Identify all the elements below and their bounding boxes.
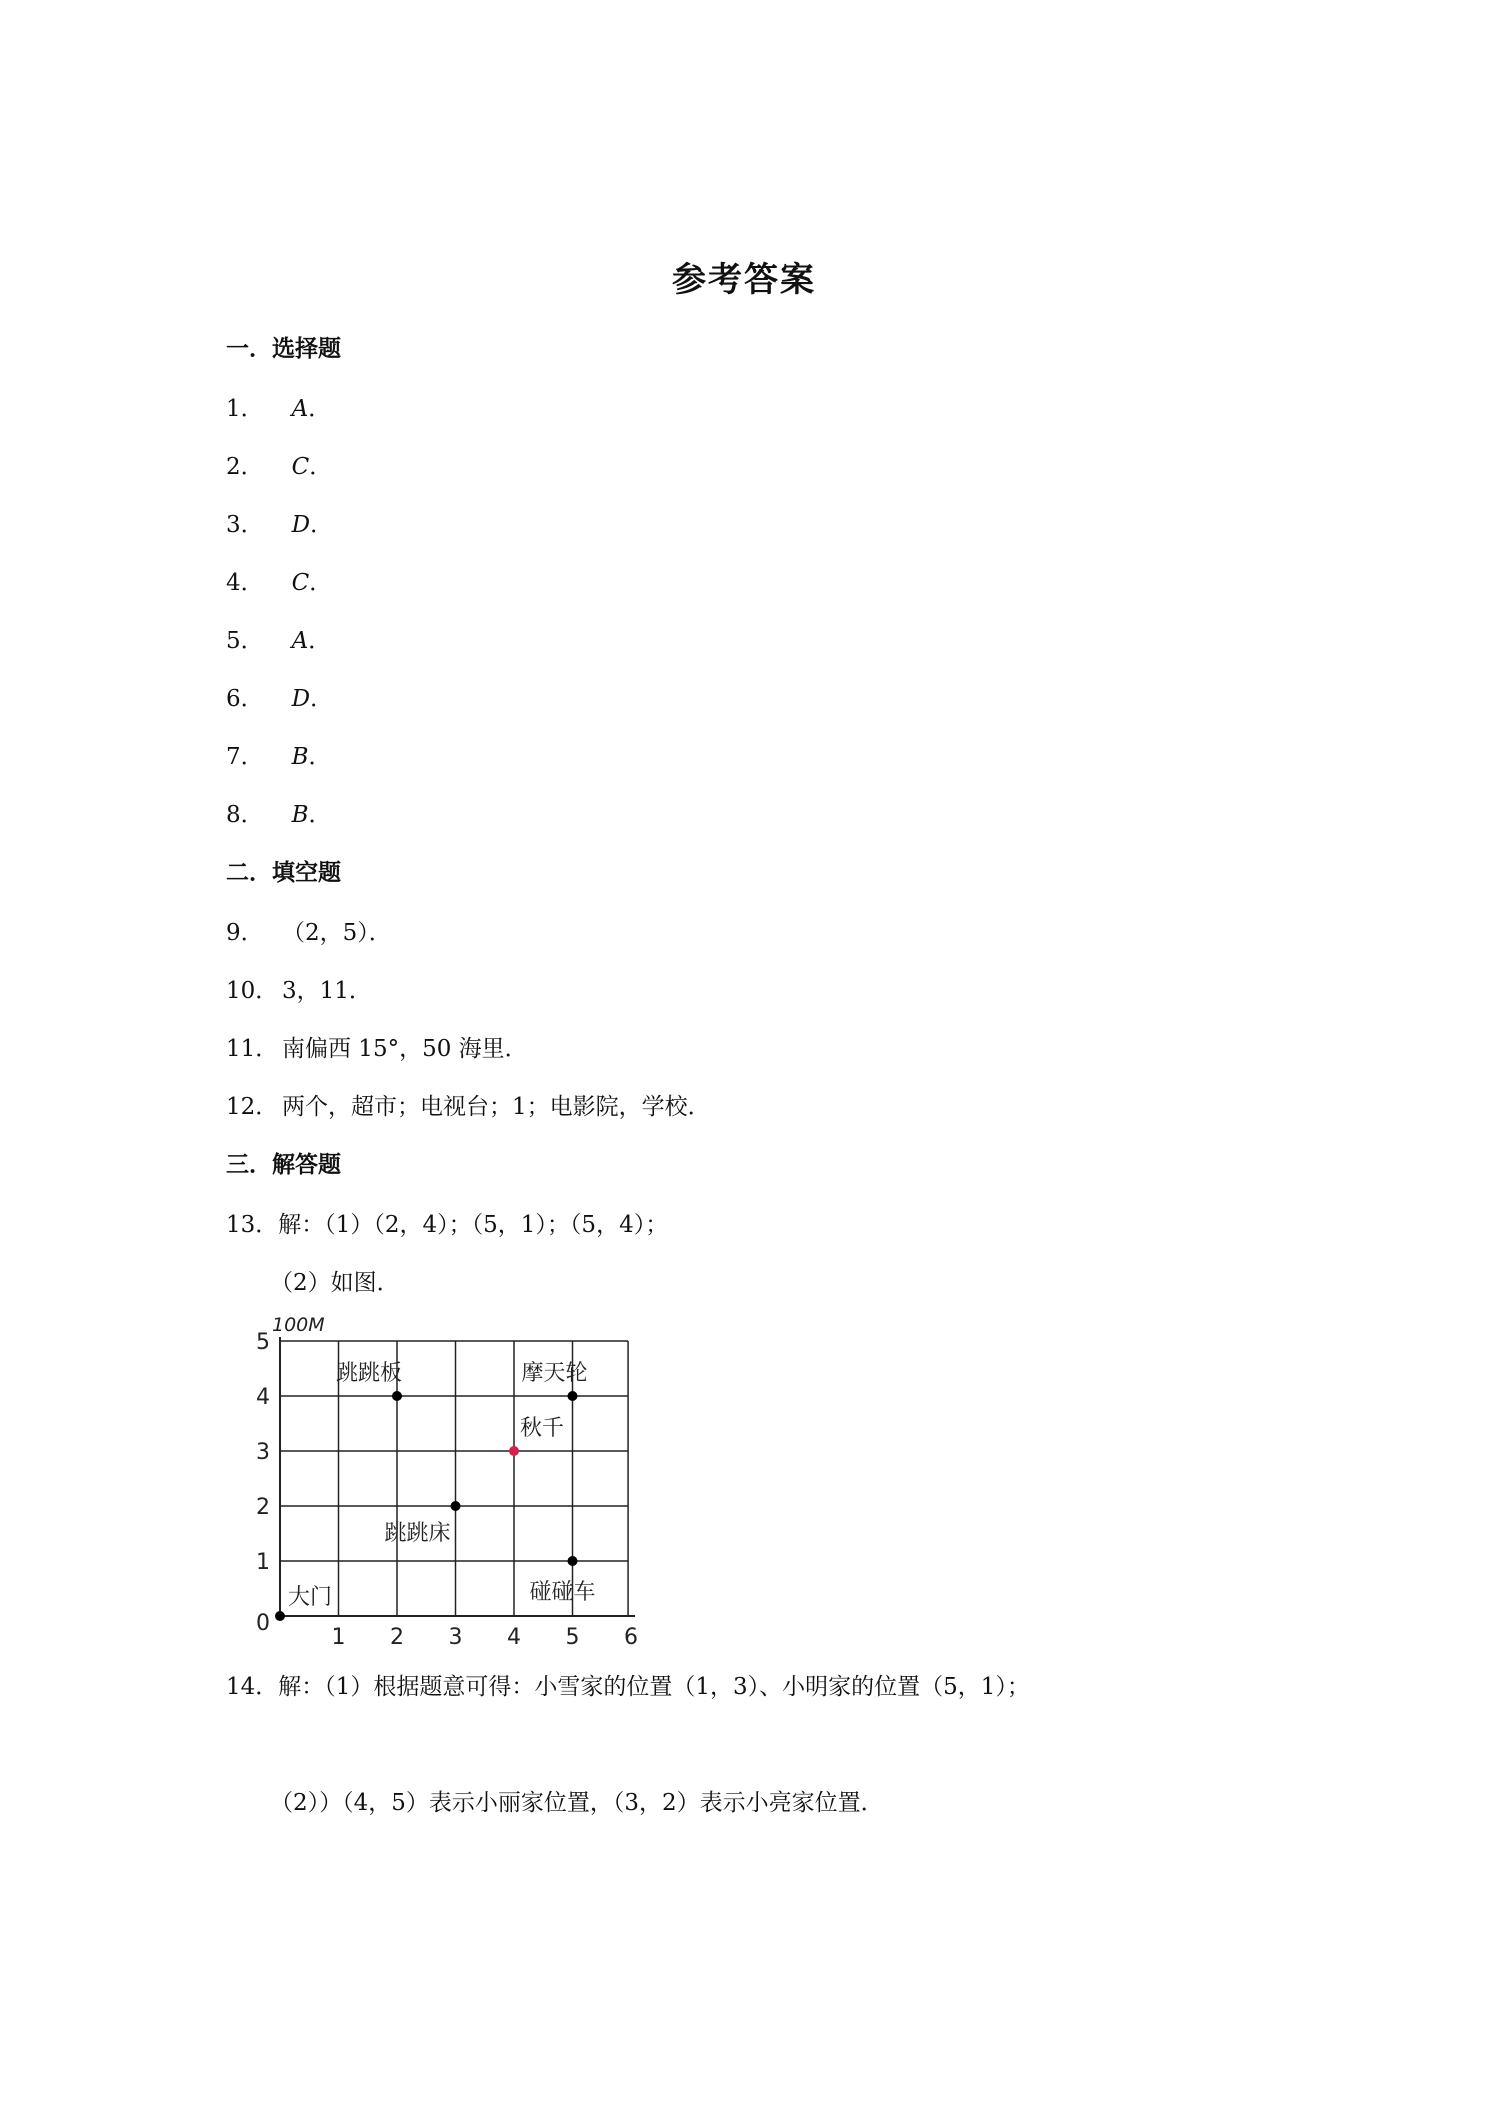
section-heading-fill: 二．填空题 — [226, 860, 341, 886]
question-number: 10． — [226, 978, 279, 1004]
y-tick-label: 1 — [256, 1550, 270, 1575]
question-number: 1． — [226, 396, 264, 422]
map-point-label: 跳跳床 — [384, 1521, 451, 1546]
section-heading-choice: 一．选择题 — [226, 336, 341, 362]
answer-letter: B — [291, 802, 309, 828]
map-point — [451, 1501, 461, 1511]
x-tick-label: 6 — [624, 1625, 638, 1650]
page-title: 参考答案 — [672, 260, 816, 300]
answer-letter: A — [291, 628, 309, 654]
x-tick-label: 4 — [507, 1625, 521, 1650]
answer-letter: C — [291, 454, 310, 480]
y-tick-label: 2 — [256, 1495, 270, 1520]
choice-answer-6: 6． D． — [226, 680, 333, 713]
q13-part1: 13．解：（1）（2，4）；（5，1）；（5，4）； — [226, 1212, 669, 1238]
fill-answer-10 — [226, 972, 372, 1005]
choice-answer-1: 1． A． — [226, 390, 331, 423]
map-point-label: 秋千 — [520, 1416, 565, 1441]
question-number: 5． — [226, 628, 264, 654]
question-number: 2． — [226, 454, 264, 480]
x-tick-label: 1 — [331, 1625, 346, 1650]
y-tick-label: 5 — [256, 1330, 270, 1355]
question-number: 11． — [226, 1036, 279, 1062]
answer-letter: A — [291, 396, 309, 422]
question-number: 7． — [226, 744, 264, 770]
answer-text: 3，11． — [282, 978, 372, 1004]
answer-text: （2，5）． — [282, 920, 392, 946]
answer-text: 南偏西 15°，50 海里． — [282, 1036, 528, 1062]
map-point — [568, 1556, 578, 1566]
map-point-label: 大门 — [288, 1585, 333, 1610]
y-tick-label: 3 — [256, 1440, 270, 1465]
section-heading-solve: 三．解答题 — [226, 1152, 341, 1178]
q13-part2: （2）如图． — [270, 1270, 400, 1296]
map-point — [509, 1446, 519, 1456]
answer-letter: D — [291, 686, 311, 712]
origin-label: 0 — [256, 1611, 270, 1636]
coordinate-map-figure — [244, 1316, 654, 1666]
y-tick-label: 4 — [256, 1385, 270, 1410]
answer-letter: C — [291, 570, 310, 596]
choice-answer-4: 4． C． — [226, 564, 332, 597]
answer-letter: B — [291, 744, 309, 770]
question-number: 4． — [226, 570, 264, 596]
map-point-label: 碰碰车 — [529, 1580, 596, 1605]
fill-answer-11 — [226, 1030, 528, 1063]
question-number: 6． — [226, 686, 264, 712]
q14-part2: （2））（4，5）表示小丽家位置，（3，2）表示小亮家位置． — [270, 1790, 884, 1816]
choice-answer-3: 3． D． — [226, 506, 333, 539]
x-tick-label: 2 — [390, 1625, 404, 1650]
choice-answer-2: 2． C． — [226, 448, 332, 481]
map-point — [568, 1391, 578, 1401]
choice-answer-7: 7． B． — [226, 738, 332, 771]
choice-answer-5: 5． A． — [226, 622, 331, 655]
question-number: 8． — [226, 802, 264, 828]
choice-answer-8: 8． B． — [226, 796, 332, 829]
q14-part1: 14．解：（1）根据题意可得：小雪家的位置（1，3）、小明家的位置（5，1）； — [226, 1674, 1030, 1700]
coordinate-map — [244, 1316, 654, 1666]
question-number: 12． — [226, 1094, 279, 1120]
map-point — [392, 1391, 402, 1401]
question-number: 3． — [226, 512, 264, 538]
question-number: 9． — [226, 920, 264, 946]
y-axis-unit-label: 100M — [272, 1316, 325, 1336]
map-point-label: 跳跳板 — [335, 1361, 403, 1386]
map-point-label: 摩天轮 — [521, 1361, 588, 1386]
x-tick-label: 3 — [448, 1625, 463, 1650]
map-point — [275, 1611, 285, 1621]
fill-answer-9 — [226, 914, 392, 947]
fill-answer-12 — [226, 1088, 711, 1121]
answer-letter: D — [291, 512, 311, 538]
answer-text: 两个，超市；电视台；1；电影院，学校． — [282, 1094, 711, 1120]
x-tick-label: 5 — [565, 1625, 580, 1650]
